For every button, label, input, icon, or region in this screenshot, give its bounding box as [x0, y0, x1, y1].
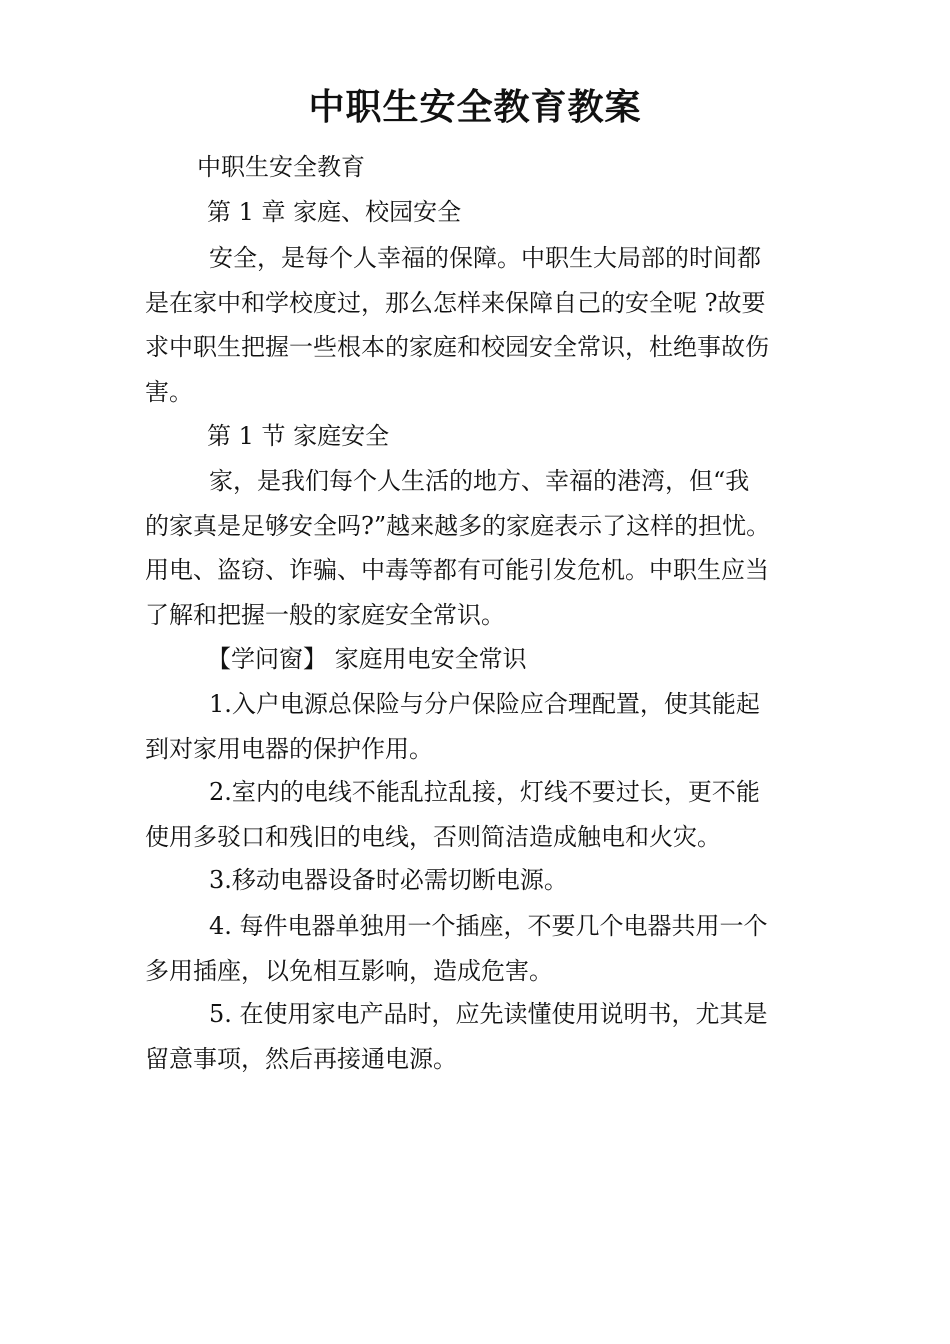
knowledge-window-heading: 【学问窗】 家庭用电安全常识 — [207, 645, 527, 673]
safety-item-3 — [145, 858, 810, 903]
document-title: 中职生安全教育教案 — [308, 86, 642, 128]
document-subtitle: 中职生安全教育 — [197, 153, 365, 181]
intro-paragraph — [145, 236, 810, 414]
section-line: 的家真是足够安全吗?”越来越多的家庭表示了这样的担忧。 — [145, 511, 771, 540]
safety-item-5 — [145, 992, 810, 1081]
section-heading: 第 1 节 家庭安全 — [207, 422, 390, 450]
safety-item-line: 5. 在使用家电产品时，应先读懂使用说明书，尤其是 — [209, 1000, 768, 1028]
safety-item-line: 4. 每件电器单独用一个插座，不要几个电器共用一个 — [209, 912, 768, 940]
safety-item-line: 1.入户电源总保险与分户保险应合理配置，使其能起 — [209, 690, 760, 718]
safety-item-line: 2.室内的电线不能乱拉乱接，灯线不要过长，更不能 — [209, 778, 760, 806]
safety-item-line: 使用多驳口和残旧的电线，否则简洁造成触电和火灾。 — [145, 822, 721, 851]
section-paragraph — [145, 459, 810, 637]
intro-line: 求中职生把握一些根本的家庭和校园安全常识，杜绝事故伤 — [145, 333, 769, 361]
safety-item-line: 留意事项，然后再接通电源。 — [145, 1044, 457, 1073]
chapter-heading: 第 1 章 家庭、校园安全 — [207, 198, 462, 226]
intro-line: 害。 — [145, 377, 193, 406]
section-line: 了解和把握一般的家庭安全常识。 — [145, 600, 505, 629]
intro-line: 安全，是每个人幸福的保障。中职生大局部的时间都 — [209, 244, 761, 272]
safety-item-line: 多用插座，以免相互影响，造成危害。 — [145, 956, 553, 985]
safety-item-2 — [145, 770, 810, 859]
safety-item-4 — [145, 904, 810, 993]
intro-line: 是在家中和学校度过，那么怎样来保障自己的安全呢 ?故要 — [145, 288, 766, 317]
safety-item-line: 到对家用电器的保护作用。 — [145, 734, 433, 763]
section-line: 用电、盗窃、诈骗、中毒等都有可能引发危机。中职生应当 — [145, 556, 769, 584]
section-line: 家，是我们每个人生活的地方、幸福的港湾，但“我 — [209, 467, 750, 495]
safety-item-1 — [145, 682, 810, 771]
safety-item-line: 3.移动电器设备时必需切断电源。 — [209, 866, 568, 894]
